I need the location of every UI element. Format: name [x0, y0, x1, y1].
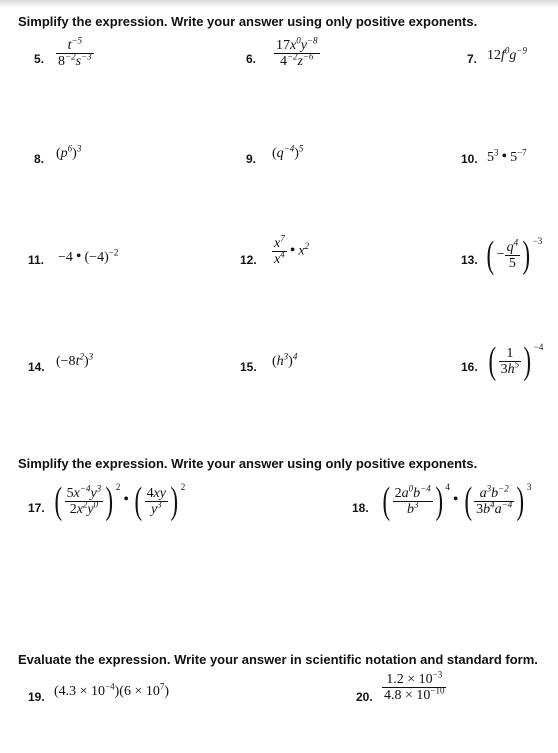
problem-11-number: 11. — [28, 253, 45, 267]
problem-15-number: 15. — [240, 360, 257, 374]
problem-11-expression: −4 • $(-4)^{-2}$ — [58, 247, 119, 265]
problem-9-number: 9. — [246, 152, 257, 166]
problem-7-number: 7. — [467, 52, 478, 66]
problem-10-number: 10. — [461, 152, 478, 166]
problem-12-expression: $\frac{x^7}{x^4}$ • $x^2$ — [274, 233, 310, 267]
problem-7-expression: $12f^0g^{-9}$ — [487, 45, 527, 63]
problem-13-number: 13. — [461, 253, 478, 267]
problem-14-expression: $(-8t^2)^3$ — [56, 351, 94, 369]
problem-5-number: 5. — [34, 52, 45, 66]
problem-20-number: 20. — [356, 690, 373, 704]
problem-8-number: 8. — [34, 152, 45, 166]
problem-20-expression: $\frac{1.2 \times 10^{-3}}{4.8 \times 10^{-10}}$ — [384, 669, 445, 703]
section-heading-1: Simplify the expression. Write your answer using only positive exponents. — [18, 14, 478, 29]
problem-19-expression: $(4.3 \times 10^{-4})(6 \times 10^7)$ — [54, 681, 170, 699]
problem-15-expression: $(h^3)^4$ — [272, 351, 298, 369]
problem-19-number: 19. — [28, 690, 45, 704]
problem-6-expression: $\frac{17x^0y^{-8}}{4^{-2}z^{-6}}$ — [276, 35, 318, 69]
problem-5-expression: $\frac{t^{-5}}{8^{-2}s^{-3}}$ — [58, 35, 92, 69]
problem-17-expression: ( $\frac{5x^{-4}y^3}{2x^2y^0}$ ) $^2$• ( $\frac{4xy}{y^3}$ ) $^2$ — [54, 480, 186, 522]
problem-10-expression: $5^3$ • $5^{-7}$ — [487, 147, 527, 165]
section-heading-3: Evaluate the expression. Write your answer in scientific notation and standard form. — [18, 652, 538, 667]
problem-12-number: 12. — [240, 253, 257, 267]
problem-16-expression: ( $\frac{1}{3h^5}$ ) $^{-4}$ — [488, 340, 544, 382]
top-shadow — [0, 0, 558, 8]
problem-13-expression: ( − $\frac{q^4}{5}$ ) $^{-3}$ — [486, 234, 543, 276]
problem-17-number: 17. — [28, 501, 45, 515]
problem-16-number: 16. — [461, 360, 478, 374]
problem-18-expression: ( $\frac{2a^0b^{-4}}{b^3}$ ) $^4$• ( $\frac{a^3b^{-2}}{3b^4a^{-4}}$ ) $^3$ — [382, 480, 532, 522]
problem-8-expression: $(p^6)^3$ — [56, 143, 82, 161]
problem-6-number: 6. — [246, 52, 257, 66]
problem-9-expression: $(q^{-4})^5$ — [272, 143, 304, 161]
section-heading-2: Simplify the expression. Write your answer using only positive exponents. — [18, 456, 478, 471]
problem-14-number: 14. — [28, 360, 45, 374]
problem-18-number: 18. — [352, 501, 369, 515]
